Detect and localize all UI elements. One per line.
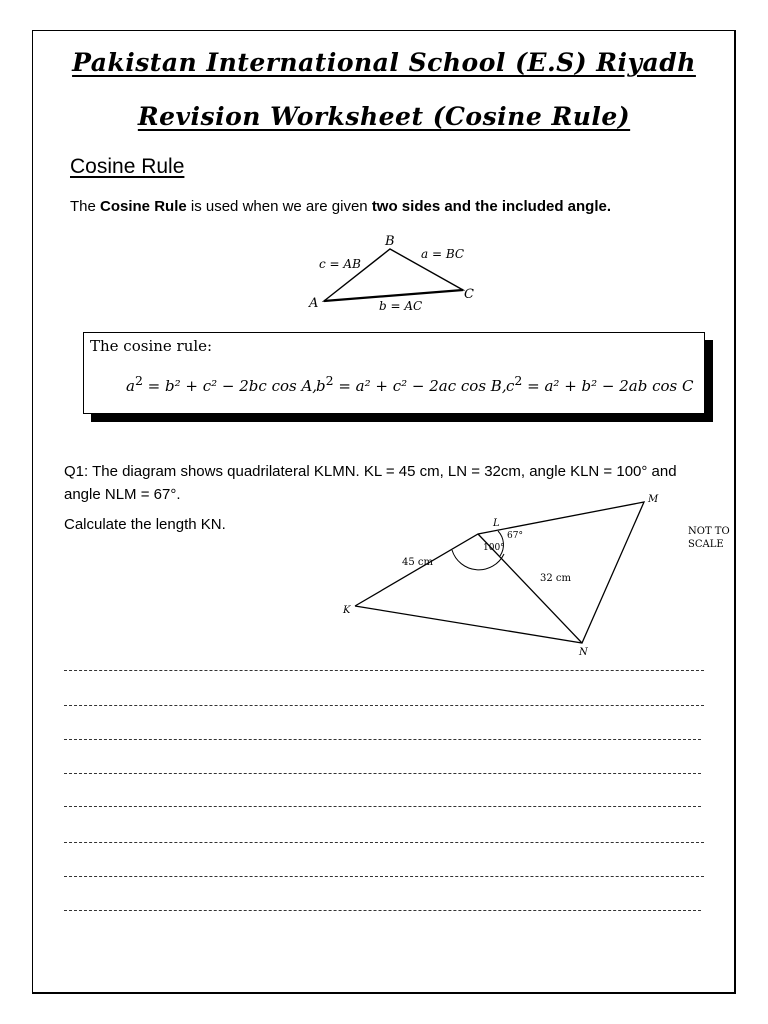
answer-line bbox=[64, 670, 704, 671]
formula-label: The cosine rule: bbox=[90, 337, 213, 355]
vertex-l-label: L bbox=[493, 518, 500, 529]
answer-line bbox=[64, 806, 701, 807]
side-kl-label: 45 cm bbox=[402, 557, 433, 568]
section-heading: Cosine Rule bbox=[70, 155, 185, 178]
side-a-label: a = BC bbox=[421, 247, 465, 261]
formula-box bbox=[83, 332, 705, 414]
answer-line bbox=[64, 739, 701, 740]
school-title: Pakistan International School (E.S) Riyadh bbox=[72, 48, 696, 77]
answer-line bbox=[64, 842, 704, 843]
formula-a: $a^2 = b^2 + c^2 - 2bc$ cos A, bbox=[126, 373, 318, 395]
formula-c: $c^2 = a^2 + b^2 - 2ab$ cos C bbox=[506, 373, 694, 395]
angle-kln-label: 100° bbox=[483, 543, 505, 553]
triangle-diagram bbox=[300, 228, 490, 318]
answer-line bbox=[64, 876, 704, 877]
not-to-scale-line-2: SCALE bbox=[688, 539, 724, 550]
vertex-b-label: B bbox=[385, 234, 395, 249]
quadrilateral-diagram bbox=[330, 488, 740, 663]
vertex-n-label: N bbox=[579, 647, 588, 658]
answer-line bbox=[64, 910, 701, 911]
side-ln-label: 32 cm bbox=[540, 573, 571, 584]
vertex-k-label: K bbox=[343, 605, 351, 616]
answer-line bbox=[64, 773, 701, 774]
worksheet-title: Revision Worksheet (Cosine Rule) bbox=[137, 102, 631, 131]
not-to-scale-line-1: NOT TO bbox=[688, 526, 730, 537]
vertex-a-label: A bbox=[309, 296, 319, 311]
intro-text: The Cosine Rule is used when we are given two sides and the included angle. bbox=[70, 198, 612, 215]
formula-b: $b^2 = a^2 + c^2 - 2ac$ cos B, bbox=[316, 373, 507, 395]
question-1-text: Q1: The diagram shows quadrilateral KLMN. KL = 45 cm, LN = 32cm, angle KLN = 100° and angle NLM = 67°. bbox=[64, 463, 677, 503]
angle-nlm-label: 67° bbox=[507, 531, 523, 541]
answer-line bbox=[64, 705, 704, 706]
formula-box-frame bbox=[83, 332, 705, 414]
vertex-c-label: C bbox=[464, 287, 474, 302]
side-c-label: c = AB bbox=[319, 257, 361, 271]
vertex-m-label: M bbox=[648, 494, 659, 505]
question-1-instruction: Calculate the length KN. bbox=[64, 516, 226, 533]
side-b-label: b = AC bbox=[379, 299, 423, 313]
